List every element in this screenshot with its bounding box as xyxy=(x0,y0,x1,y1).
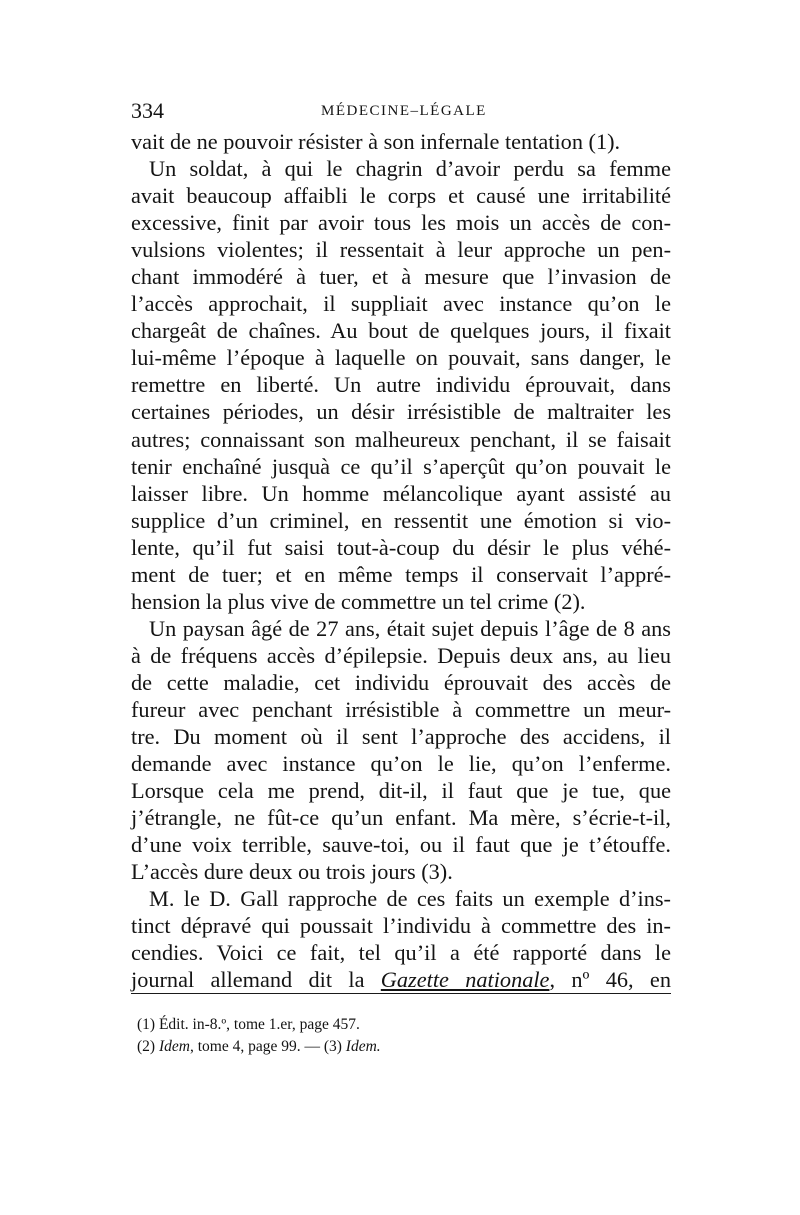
text-line: hension la plus vive de commettre un tel crime (2). xyxy=(131,588,586,614)
footnote-rule xyxy=(131,993,671,994)
footnote-idem: Idem xyxy=(158,1038,190,1055)
running-title: MÉDECINE–LÉGALE xyxy=(321,103,487,119)
text-line: supplice d’un criminel, en ressentit une émotion si vio- xyxy=(131,507,671,533)
footnote-idem: Idem. xyxy=(345,1038,381,1055)
text-line: demande avec instance qu’on le lie, qu’on l’enferme. xyxy=(131,751,671,777)
footnote-text: , tome 4, page 99. — (3) xyxy=(189,1038,346,1055)
text-line: vait de ne pouvoir résister à son infernale tentation (1). xyxy=(131,129,621,154)
footnote-2-3 xyxy=(137,1036,381,1058)
text-line: chargeât de chaînes. Au bout de quelques jours, il fixait xyxy=(131,318,671,344)
footnote-text: (2) xyxy=(137,1038,159,1055)
footnotes xyxy=(137,1014,381,1058)
text-line: Lorsque cela me prend, dit-il, il faut que je tue, que xyxy=(131,778,671,804)
text-segment: journal allemand dit la xyxy=(131,967,381,993)
text-line: j’étrangle, ne fût-ce qu’un enfant. Ma mère, s’écrie-t-il, xyxy=(131,805,671,831)
text-line: excessive, finit par avoir tous les mois un accès de con- xyxy=(131,210,671,236)
text-line: laisser libre. Un homme mélancolique ayant assisté au xyxy=(131,480,671,506)
text-line: cendies. Voici ce fait, tel qu’il a été rapporté dans le xyxy=(131,940,671,966)
text-line: vulsions violentes; il ressentait à leur approche un pen- xyxy=(131,237,671,263)
text-line: L’accès dure deux ou trois jours (3). xyxy=(131,859,453,885)
text-line: autres; connaissant son malheureux penchant, il se faisait xyxy=(131,426,671,452)
text-line: tinct dépravé qui poussait l’individu à commettre des in- xyxy=(131,913,671,939)
page-number: 334 xyxy=(131,98,164,123)
newspaper-title: Gazette nationale xyxy=(380,967,550,993)
text-line: Un paysan âgé de 27 ans, était sujet depuis l’âge de 8 ans xyxy=(149,615,671,641)
text-line: remettre en liberté. Un autre individu éprouvait, dans xyxy=(131,372,671,398)
text-line: de cette maladie, cet individu éprouvait des accès de xyxy=(131,669,671,695)
footnote-1: (1) Édit. in-8.º, tome 1.er, page 457. xyxy=(137,1016,360,1033)
text-line: ment de tuer; et en même temps il conservait l’appré- xyxy=(131,561,671,587)
text-line: tre. Du moment où il sent l’approche des accidens, il xyxy=(131,724,671,750)
text-line: M. le D. Gall rapproche de ces faits un exemple d’ins- xyxy=(149,886,671,912)
text-line: certaines périodes, un désir irrésistible de maltraiter les xyxy=(131,399,671,425)
text-line: fureur avec penchant irrésistible à commettre un meur- xyxy=(131,696,671,722)
text-line-with-title xyxy=(131,966,671,993)
body-text xyxy=(131,128,671,994)
page-header xyxy=(131,98,668,124)
text-line: l’accès approchait, il suppliait avec instance qu’on le xyxy=(131,291,671,317)
text-line: tenir enchaîné jusquà ce qu’il s’aperçût qu’on pouvait le xyxy=(131,453,671,479)
text-line: lente, qu’il fut saisi tout-à-coup du désir le plus véhé- xyxy=(131,534,671,560)
text-line: avait beaucoup affaibli le corps et causé une irritabilité xyxy=(131,183,671,209)
text-line: lui-même l’époque à laquelle on pouvait, sans danger, le xyxy=(131,345,671,371)
text-line: à de fréquens accès d’épilepsie. Depuis deux ans, au lieu xyxy=(131,642,671,668)
text-line: d’une voix terrible, sauve-toi, ou il faut que je t’étouffe. xyxy=(131,832,671,858)
text-line: chant immodéré à tuer, et à mesure que l’invasion de xyxy=(131,264,671,290)
text-line: Un soldat, à qui le chagrin d’avoir perdu sa femme xyxy=(149,156,671,182)
text-segment: , nº 46, en xyxy=(549,967,671,993)
